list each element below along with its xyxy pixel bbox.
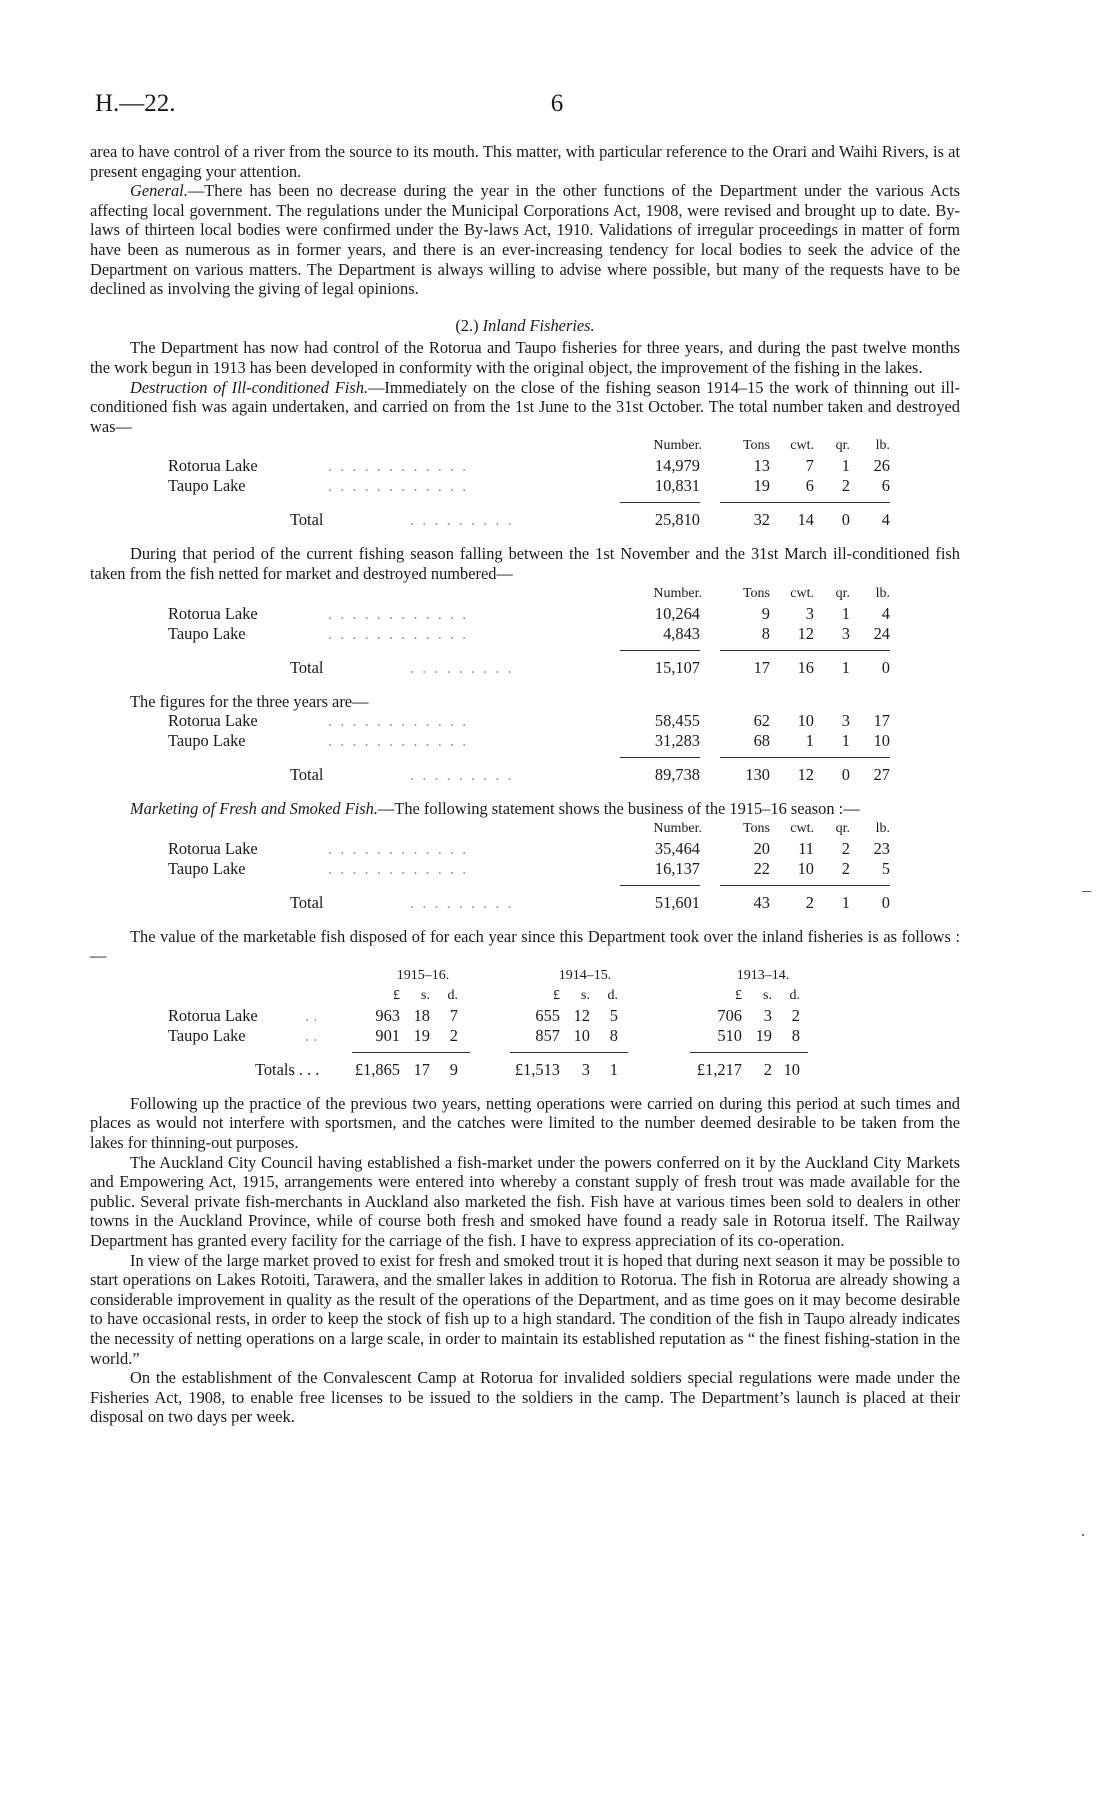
column-header-qr: qr. [835, 585, 850, 601]
unit-shillings: s. [421, 987, 430, 1003]
total-rule [90, 1046, 960, 1060]
section-name: Inland Fisheries. [482, 315, 595, 335]
table-row [90, 711, 960, 731]
row-label: Taupo Lake [168, 731, 246, 751]
cell-number: 16,137 [654, 858, 700, 878]
intro-paragraph: area to have control of a river from the source to its mouth. This matter, with particular reference to the Orari and Waihi Rivers, is at present engaging your attention. [90, 142, 960, 181]
table-row [90, 1006, 960, 1026]
cell-cwt: 7 [805, 456, 814, 476]
cell-cwt: 1 [805, 731, 814, 751]
total-lb: 4 [881, 510, 890, 530]
cell-cwt: 6 [805, 476, 814, 496]
cell-tons: 62 [753, 711, 770, 731]
column-header-cwt: cwt. [790, 585, 814, 601]
cell-tons: 19 [753, 476, 770, 496]
cell-number: 14,979 [654, 456, 700, 476]
unit-shillings: s. [581, 987, 590, 1003]
table-row [90, 476, 960, 496]
total-number: 25,810 [654, 510, 700, 530]
total-pence: 9 [449, 1059, 458, 1079]
cell-pounds: 706 [717, 1005, 742, 1025]
unit-pence: d. [607, 987, 618, 1003]
cell-lb: 17 [873, 711, 890, 731]
total-pounds: £1,217 [696, 1059, 742, 1079]
total-tons: 130 [745, 765, 770, 785]
unit-pounds: £ [553, 987, 560, 1003]
total-cwt: 2 [805, 892, 814, 912]
total-cwt: 16 [797, 657, 814, 677]
cell-lb: 6 [881, 476, 890, 496]
cell-number: 10,264 [654, 603, 700, 623]
column-header-qr: qr. [835, 438, 850, 454]
cell-tons: 8 [761, 623, 770, 643]
total-pence: 1 [609, 1059, 618, 1079]
cell-shillings: 10 [573, 1025, 590, 1045]
cell-shillings: 3 [763, 1005, 772, 1025]
total-qr: 0 [841, 765, 850, 785]
body-paragraph: In view of the large market proved to exist for fresh and smoked trout it is hoped that during next season it may be possible to start operations on Lakes Rotoiti, Tarawera, and the smaller lakes in addition to Rotorua. The fish in Rotorua are already showing a considerable improvement in quality as the result of the operations of the Department, and as time goes on it may become desirable to have occasional rests, in order to keep the stock of fish up to a high standard. The condition of the fish in Taupo already indicates the necessity of netting operations on a large scale, in order to maintain its established reputation as “ the finest fishing-station in the world.” [90, 1250, 960, 1368]
value-paragraph: The value of the marketable fish disposed of for each year since this Department took over the inland fisheries is as follows :— [90, 926, 960, 966]
row-label: Rotorua Lake [168, 838, 258, 858]
cell-lb: 26 [873, 456, 890, 476]
cell-tons: 22 [753, 858, 770, 878]
cell-pounds: 901 [375, 1025, 400, 1045]
general-text: —There has been no decrease during the year in the other functions of the Department under the various Acts affecting local government. The regulations under the Municipal Corporations Act, 1908, were revised and brought up to date. By-laws of thirteen local bodies were confirmed under the By-laws Act, 1910. Validations of irregular proceedings in matter of form have been as numerous as in former years, and there is an ever-increasing tendency for local bodies to seek the advice of the Department on various matters. The Department is always willing to advise where possible, but many of the requests have to be declined as involving the giving of legal opinions. [90, 181, 960, 299]
leader-dots: . . [305, 1025, 318, 1045]
total-shillings: 2 [763, 1059, 772, 1079]
column-header-lb: lb. [875, 438, 890, 454]
column-header-number: Number. [653, 438, 702, 454]
cell-cwt: 12 [797, 623, 814, 643]
column-header-lb: lb. [875, 820, 890, 836]
cell-number: 4,843 [663, 623, 700, 643]
cell-qr: 3 [841, 623, 850, 643]
table-row [90, 456, 960, 476]
cell-lb: 23 [873, 838, 890, 858]
cell-qr: 3 [841, 711, 850, 731]
cell-pounds: 655 [535, 1005, 560, 1025]
cell-cwt: 10 [797, 858, 814, 878]
cell-number: 58,455 [654, 711, 700, 731]
cell-pounds: 857 [535, 1025, 560, 1045]
table-row [90, 859, 960, 879]
cell-tons: 9 [761, 603, 770, 623]
total-number: 15,107 [654, 657, 700, 677]
cell-number: 10,831 [654, 476, 700, 496]
leader-dots: . . . . . . . . . [410, 765, 514, 785]
cell-lb: 10 [873, 731, 890, 751]
table-header-row [90, 819, 960, 839]
cell-lb: 24 [873, 623, 890, 643]
total-rule [90, 751, 960, 765]
cell-lb: 5 [881, 858, 890, 878]
cell-shillings: 19 [413, 1025, 430, 1045]
total-pounds: £1,865 [354, 1059, 400, 1079]
inland-intro-paragraph: The Department has now had control of the Rotorua and Taupo fisheries for three years, and during the past twelve months the work begun in 1913 has been developed in conformity with the original object, the improvement of the fishing in the lakes. [90, 338, 960, 377]
row-label: Rotorua Lake [168, 1005, 258, 1025]
total-qr: 1 [841, 892, 850, 912]
year-header: 1913–14. [736, 967, 790, 983]
three-years-paragraph: The figures for the three years are— [130, 691, 369, 711]
cell-cwt: 3 [805, 603, 814, 623]
leader-dots: . . . . . . . . . . . . [328, 858, 469, 878]
cell-pounds: 963 [375, 1005, 400, 1025]
cell-pence: 8 [609, 1025, 618, 1045]
year-header: 1914–15. [558, 967, 612, 983]
period-paragraph: During that period of the current fishing season falling between the 1st November and the 31st March ill-conditioned fish taken from the fish netted for market and destroyed numbered— [90, 544, 960, 583]
cell-number: 35,464 [654, 838, 700, 858]
marketing-heading: Marketing of Fresh and Smoked Fish. [130, 799, 378, 819]
margin-mark: – [1082, 880, 1091, 900]
cell-shillings: 18 [413, 1005, 430, 1025]
column-header-tons: Tons [742, 438, 770, 454]
leader-dots: . . . . . . . . . [410, 892, 514, 912]
total-rule [90, 879, 960, 893]
total-cwt: 14 [797, 510, 814, 530]
unit-pounds: £ [735, 987, 742, 1003]
page-body [90, 142, 960, 1427]
total-shillings: 17 [413, 1059, 430, 1079]
row-label: Taupo Lake [168, 623, 246, 643]
column-header-lb: lb. [875, 585, 890, 601]
total-rule [90, 496, 960, 510]
leader-dots: . . . . . . . . . . . . [328, 838, 469, 858]
table-total-row [90, 658, 960, 678]
cell-qr: 2 [841, 476, 850, 496]
leader-dots: . . . . . . . . . [410, 657, 514, 677]
total-pounds: £1,513 [514, 1059, 560, 1079]
total-tons: 17 [753, 657, 770, 677]
table-total-row [90, 510, 960, 530]
page-number: 6 [550, 90, 564, 117]
body-paragraph: On the establishment of the Convalescent Camp at Rotorua for invalided soldiers special regulations were made under the Fisheries Act, 1908, to enable free licenses to be issued to the soldiers in the camp. The Department’s launch is placed at their disposal on two days per week. [90, 1368, 960, 1427]
unit-pence: d. [447, 987, 458, 1003]
table-header-row [90, 584, 960, 604]
table-row [90, 839, 960, 859]
total-lb: 0 [881, 892, 890, 912]
table-row [90, 1026, 960, 1046]
row-label: Taupo Lake [168, 858, 246, 878]
column-header-number: Number. [653, 585, 702, 601]
table-header-row [90, 436, 960, 456]
table-total-row [90, 1060, 960, 1080]
cell-cwt: 10 [797, 711, 814, 731]
table-row [90, 604, 960, 624]
totals-label: Totals . . . [255, 1059, 320, 1079]
leader-dots: . . . . . . . . . . . . [328, 456, 469, 476]
cell-shillings: 19 [755, 1025, 772, 1045]
marketing-paragraph [90, 799, 960, 819]
general-paragraph [90, 181, 960, 299]
leader-dots: . . . . . . . . . . . . [328, 476, 469, 496]
row-label: Taupo Lake [168, 476, 246, 496]
cell-shillings: 12 [573, 1005, 590, 1025]
row-label: Rotorua Lake [168, 456, 258, 476]
cell-pence: 2 [791, 1005, 800, 1025]
total-qr: 0 [841, 510, 850, 530]
leader-dots: . . . . . . . . . . . . [328, 711, 469, 731]
leader-dots: . . . . . . . . . . . . [328, 623, 469, 643]
total-label: Total [290, 892, 324, 912]
cell-qr: 2 [841, 858, 850, 878]
row-label: Rotorua Lake [168, 711, 258, 731]
leader-dots: . . . . . . . . . [410, 510, 514, 530]
unit-pounds: £ [393, 987, 400, 1003]
total-cwt: 12 [797, 765, 814, 785]
total-lb: 0 [881, 657, 890, 677]
unit-pence: d. [789, 987, 800, 1003]
cell-qr: 2 [841, 838, 850, 858]
destruction-text: —Immediately on the close of the fishing season 1914–15 the work of thinning out ill-conditioned fish was again undertaken, and carried on from the 1st June to the 31st October. The total number taken and destroyed was— [90, 377, 960, 436]
total-shillings: 3 [581, 1059, 590, 1079]
column-header-qr: qr. [835, 820, 850, 836]
year-header: 1915–16. [396, 967, 450, 983]
cell-qr: 1 [841, 603, 850, 623]
table-total-row [90, 765, 960, 785]
total-pence: 10 [783, 1059, 800, 1079]
cell-cwt: 11 [798, 838, 814, 858]
document-reference: H.—22. [95, 90, 176, 117]
cell-pence: 7 [449, 1005, 458, 1025]
total-qr: 1 [841, 657, 850, 677]
section-number: (2.) [455, 315, 479, 335]
total-label: Total [290, 510, 324, 530]
body-paragraph: The Auckland City Council having established a fish-market under the powers conferred on it by the Auckland City Markets and Empowering Act, 1915, arrangements were entered into whereby a constant supply of fresh trout was made available for the public. Several private fish-merchants in Auckland also marketed the fish. Fish have at various times been sold to dealers in other towns in the Auckland Province, while of course both fresh and smoked have found a ready sale in Rotorua itself. The Railway Department has granted every facility for the carriage of the fish. I have to express appreciation of its co-operation. [90, 1152, 960, 1251]
total-rule [90, 644, 960, 658]
body-paragraph: Following up the practice of the previous two years, netting operations were carried on during this period at such times and places as would not interfere with sportsmen, and the catches were limited to the number deemed desirable to be taken from the lakes for thinning-out purposes. [90, 1093, 960, 1153]
destruction-paragraph [90, 378, 960, 437]
value-year-header-row [90, 966, 960, 986]
total-tons: 32 [753, 510, 770, 530]
table-row [90, 624, 960, 644]
general-heading: General. [130, 181, 188, 201]
row-label: Rotorua Lake [168, 603, 258, 623]
column-header-tons: Tons [742, 585, 770, 601]
leader-dots: . . . . . . . . . . . . [328, 603, 469, 623]
cell-qr: 1 [841, 731, 850, 751]
column-header-tons: Tons [742, 820, 770, 836]
column-header-number: Number. [653, 820, 702, 836]
cell-pence: 8 [791, 1025, 800, 1045]
total-label: Total [290, 765, 324, 785]
cell-lb: 4 [881, 603, 890, 623]
total-number: 89,738 [654, 765, 700, 785]
cell-number: 31,283 [654, 731, 700, 751]
column-header-cwt: cwt. [790, 438, 814, 454]
total-tons: 43 [753, 892, 770, 912]
value-unit-header-row [90, 986, 960, 1006]
total-number: 51,601 [654, 892, 700, 912]
destruction-heading: Destruction of Ill-conditioned Fish. [130, 377, 368, 397]
leader-dots: . . [305, 1005, 318, 1025]
marketing-text: —The following statement shows the business of the 1915–16 season :— [377, 799, 860, 819]
total-label: Total [290, 657, 324, 677]
cell-qr: 1 [841, 456, 850, 476]
table-total-row [90, 893, 960, 913]
table-row [90, 731, 960, 751]
page-header [95, 90, 1019, 124]
cell-tons: 13 [753, 456, 770, 476]
section-title [90, 316, 960, 336]
cell-pence: 2 [449, 1025, 458, 1045]
leader-dots: . . . . . . . . . . . . [328, 731, 469, 751]
unit-shillings: s. [763, 987, 772, 1003]
row-label: Taupo Lake [168, 1025, 246, 1045]
cell-tons: 20 [753, 838, 770, 858]
cell-tons: 68 [753, 731, 770, 751]
column-header-cwt: cwt. [790, 820, 814, 836]
cell-pence: 5 [609, 1005, 618, 1025]
cell-pounds: 510 [717, 1025, 742, 1045]
total-lb: 27 [873, 765, 890, 785]
margin-mark: · [1080, 1525, 1086, 1545]
